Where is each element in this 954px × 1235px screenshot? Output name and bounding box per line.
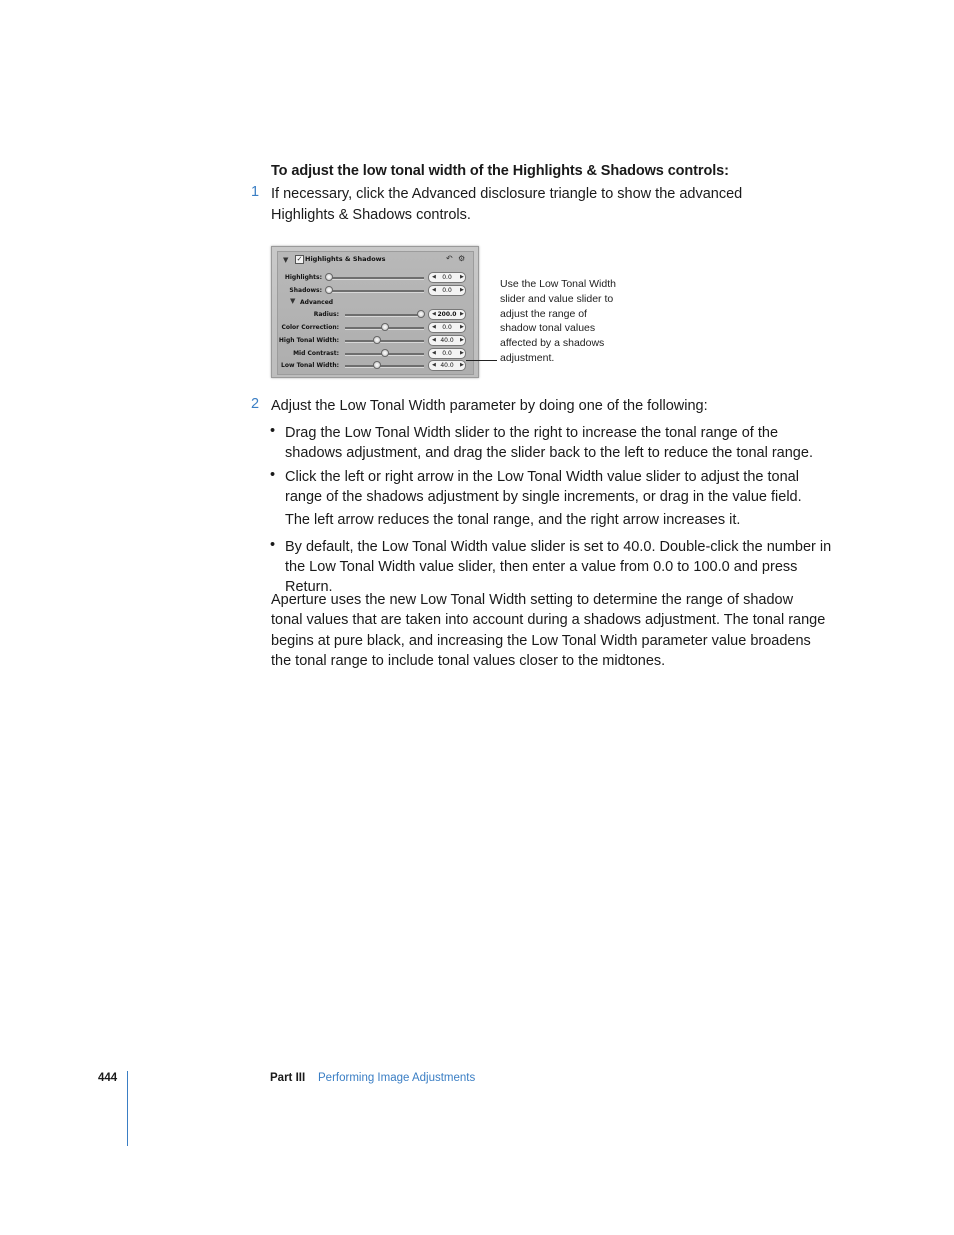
color-correction-label: Color Correction:	[281, 324, 339, 331]
radius-value: 200.0	[437, 311, 457, 318]
decrement-arrow-icon[interactable]: ◀	[432, 311, 436, 317]
increment-arrow-icon[interactable]: ▶	[460, 324, 464, 330]
bullet-glyph: •	[270, 467, 276, 483]
footer-chapter-link[interactable]: Performing Image Adjustments	[318, 1072, 476, 1084]
mid-contrast-slider-knob[interactable]	[381, 349, 389, 357]
bullet-glyph: •	[270, 537, 276, 553]
highlights-slider-knob[interactable]	[325, 273, 333, 281]
footer-part-label: Part III	[270, 1072, 306, 1084]
callout-leader-line	[466, 360, 497, 361]
high-tonal-width-value-field[interactable]	[428, 335, 466, 346]
low-tonal-width-slider-track[interactable]	[345, 365, 424, 368]
decrement-arrow-icon[interactable]: ◀	[432, 324, 436, 330]
step-2-number: 2	[251, 396, 260, 412]
bullet-1-text: Drag the Low Tonal Width slider to the right to increase the tonal range of the shadows adjustment, and drag the slider back to the left to reduce the tonal range.	[285, 425, 813, 461]
step-1-number: 1	[251, 184, 260, 200]
radius-label: Radius:	[313, 311, 339, 318]
section-heading: To adjust the low tonal width of the Highlights & Shadows controls:	[271, 163, 729, 179]
bullet-2-text: Click the left or right arrow in the Low Tonal Width value slider to adjust the tonal range of the shadows adjustment by single increments, or drag in the value field. The left arrow reduces the tonal range, and the right arrow increases it.	[285, 467, 845, 530]
high-tonal-width-value: 40.0	[440, 337, 454, 344]
low-tonal-width-value-field[interactable]	[428, 360, 466, 371]
color-correction-value-field[interactable]	[428, 322, 466, 333]
shadows-label: Shadows:	[289, 287, 322, 294]
mid-contrast-value: 0.0	[442, 350, 452, 357]
advanced-disclosure-triangle-icon[interactable]: ▼	[290, 297, 296, 305]
decrement-arrow-icon[interactable]: ◀	[432, 274, 436, 280]
color-correction-value: 0.0	[442, 324, 452, 331]
increment-arrow-icon[interactable]: ▶	[460, 274, 464, 280]
increment-arrow-icon[interactable]: ▶	[460, 337, 464, 343]
shadows-slider-track[interactable]	[326, 290, 424, 293]
low-tonal-width-value: 40.0	[440, 362, 454, 369]
page-number: 444	[98, 1072, 118, 1084]
increment-arrow-icon[interactable]: ▶	[460, 287, 464, 293]
figure-callout: Use the Low Tonal Width slider and value slider to adjust the range of shadow tonal values affected by a shadows adjustment.	[500, 278, 616, 364]
shadows-value: 0.0	[442, 287, 452, 294]
step-1-text: If necessary, click the Advanced disclosure triangle to show the advanced Highlights & Shadows controls.	[271, 186, 743, 223]
bullet-2-note: The left arrow reduces the tonal range, and the right arrow increases it.	[285, 512, 741, 528]
shadows-value-field[interactable]	[428, 285, 466, 296]
step-2-text: Adjust the Low Tonal Width parameter by doing one of the following:	[271, 398, 708, 414]
highlights-value-field[interactable]	[428, 272, 466, 283]
low-tonal-width-label: Low Tonal Width:	[281, 362, 339, 369]
body-paragraph: Aperture uses the new Low Tonal Width setting to determine the range of shadow tonal values that are taken into account during a shadows adjustment. The tonal range begins at pure black, and increasing the Low Tonal Width parameter value broadens the tonal range to include tonal values closer to the midtones.	[271, 592, 826, 669]
mid-contrast-value-field[interactable]	[428, 348, 466, 359]
radius-value-field[interactable]	[428, 309, 466, 320]
footer-divider	[127, 1071, 128, 1146]
panel-title: Highlights & Shadows	[305, 255, 386, 263]
mid-contrast-label: Mid Contrast:	[293, 350, 339, 357]
color-correction-slider-knob[interactable]	[381, 323, 389, 331]
increment-arrow-icon[interactable]: ▶	[460, 350, 464, 356]
decrement-arrow-icon[interactable]: ◀	[432, 362, 436, 368]
shadows-slider-knob[interactable]	[325, 286, 333, 294]
advanced-label: Advanced	[300, 299, 334, 306]
increment-arrow-icon[interactable]: ▶	[460, 362, 464, 368]
decrement-arrow-icon[interactable]: ◀	[432, 337, 436, 343]
bullet-glyph: •	[270, 423, 276, 439]
disclosure-triangle-icon[interactable]: ▼	[283, 256, 289, 264]
bullet-3-text: By default, the Low Tonal Width value slider is set to 40.0. Double-click the number in the Low Tonal Width value slider, then enter a value from 0.0 to 100.0 and press Return.	[285, 539, 832, 595]
highlights-label: Highlights:	[284, 274, 322, 281]
highlights-slider-track[interactable]	[326, 277, 424, 280]
enable-checkbox[interactable]: ✓	[296, 255, 303, 263]
radius-slider-track[interactable]	[345, 314, 424, 317]
high-tonal-width-slider-track[interactable]	[345, 340, 424, 343]
highlights-shadows-panel	[271, 246, 479, 378]
high-tonal-width-label: High Tonal Width:	[278, 337, 339, 344]
decrement-arrow-icon[interactable]: ◀	[432, 350, 436, 356]
highlights-value: 0.0	[442, 274, 452, 281]
gear-icon[interactable]: ⚙	[458, 254, 466, 263]
decrement-arrow-icon[interactable]: ◀	[432, 287, 436, 293]
increment-arrow-icon[interactable]: ▶	[460, 311, 464, 317]
radius-slider-knob[interactable]	[417, 310, 425, 318]
reset-arrow-icon[interactable]: ↶	[446, 254, 453, 263]
